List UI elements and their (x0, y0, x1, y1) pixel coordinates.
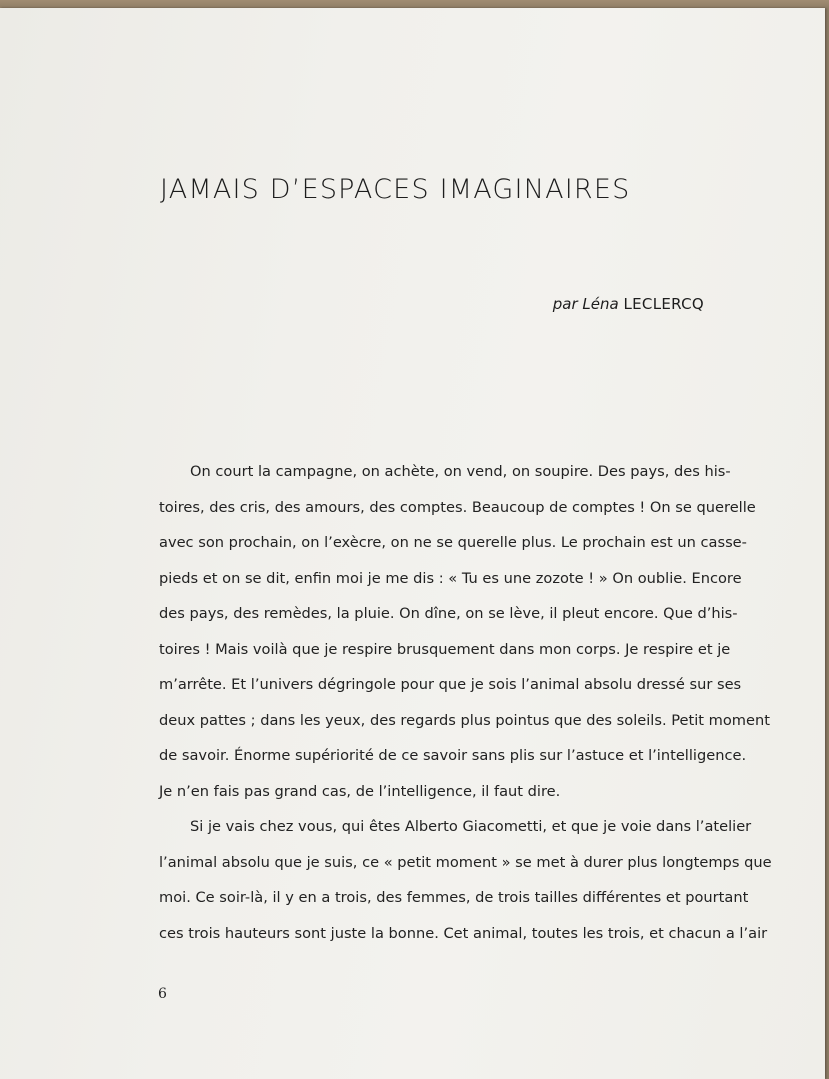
page-number: 6 (158, 986, 167, 1002)
text-line: deux pattes ; dans les yeux, des regards plus pointus que des soleils. Petit moment (159, 711, 770, 729)
document-page (0, 8, 825, 1079)
text-line: des pays, des remèdes, la pluie. On dîne, on se lève, il pleut encore. Que d’his- (159, 605, 738, 622)
article-body (159, 454, 772, 951)
text-line: Si je vais chez vous, qui êtes Alberto Giacometti, et que je voie dans l’atelier (190, 818, 752, 835)
author-byline (553, 295, 704, 313)
text-line: l’animal absolu que je suis, ce « petit moment » se met à durer plus longtemps que (159, 853, 772, 871)
text-line: de savoir. Énorme supériorité de ce savoir sans plis sur l’astuce et l’intelligence. (159, 747, 747, 764)
paragraph-2 (159, 809, 772, 951)
text-line: toires ! Mais voilà que je respire brusquement dans mon corps. Je respire et je (159, 640, 731, 658)
page-title: JAMAIS D’ESPACES IMAGINAIRES (160, 174, 631, 205)
text-line: moi. Ce soir-là, il y en a trois, des femmes, de trois tailles différentes et pourtant (159, 889, 749, 906)
text-line: pieds et on se dit, enfin moi je me dis : « Tu es une zozote ! » On oublie. Encore (159, 569, 742, 587)
text-line: On court la campagne, on achète, on vend, on soupire. Des pays, des his- (190, 463, 731, 480)
byline-prefix: par Léna (552, 295, 619, 313)
author-name: LECLERCQ (623, 295, 704, 313)
paragraph-1 (159, 454, 770, 809)
text-line: Je n’en fais pas grand cas, de l’intelligence, il faut dire. (159, 782, 561, 800)
text-line: m’arrête. Et l’univers dégringole pour que je sois l’animal absolu dressé sur ses (159, 676, 742, 693)
text-line: avec son prochain, on l’exècre, on ne se querelle plus. Le prochain est un casse- (159, 534, 747, 551)
text-line: ces trois hauteurs sont juste la bonne. Cet animal, toutes les trois, et chacun a l’air (159, 924, 768, 942)
text-line: toires, des cris, des amours, des comptes. Beaucoup de comptes ! On se querelle (159, 498, 756, 516)
